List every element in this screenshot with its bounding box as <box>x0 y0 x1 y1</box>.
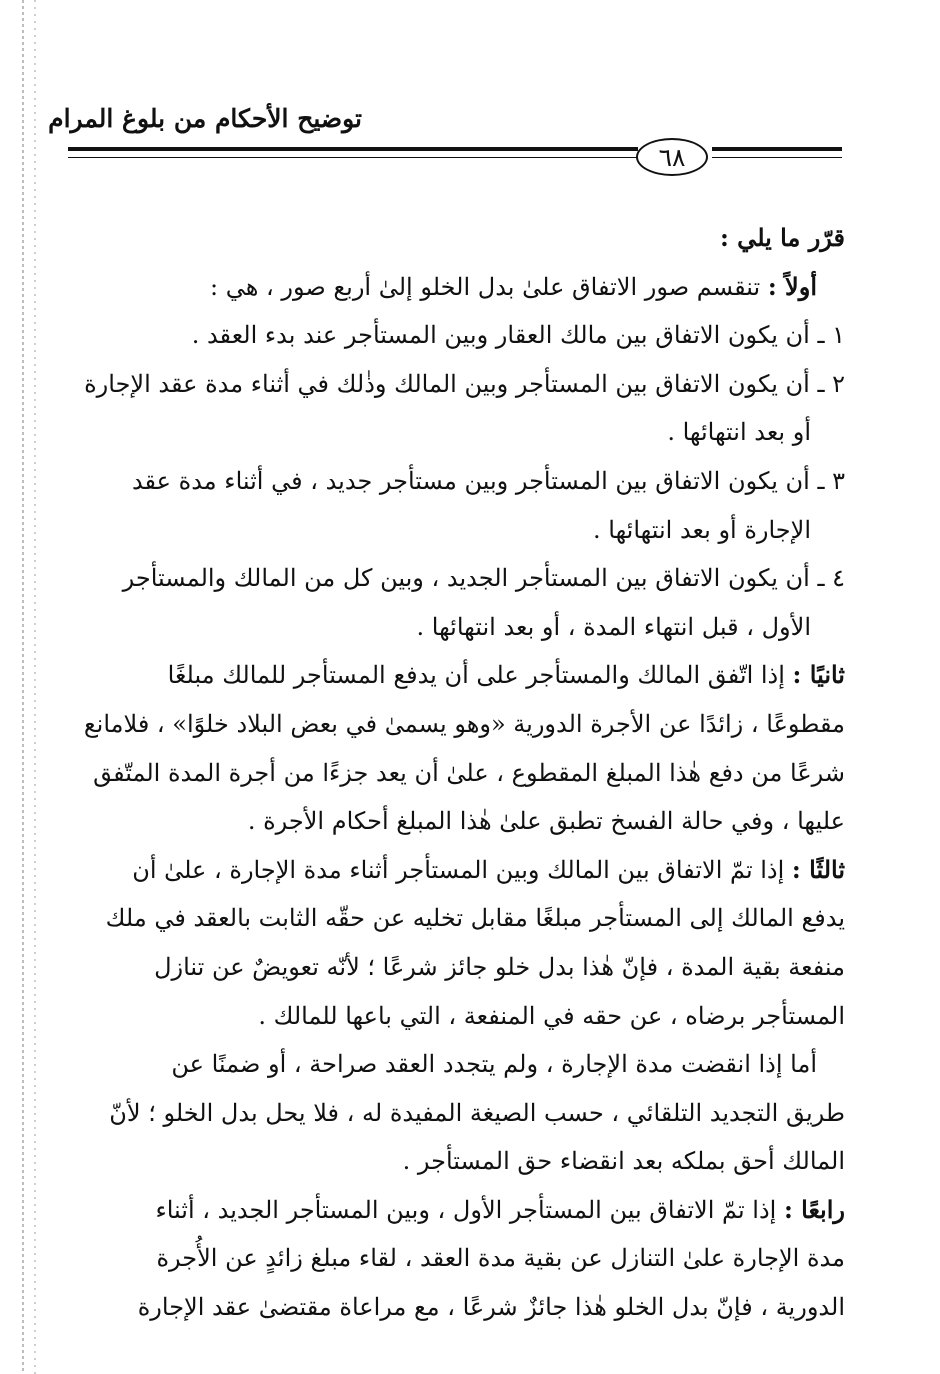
text-line-4: ٢ ـ أن يكون الاتفاق بين المستأجر وبين المالك وذٰلك في أثناء مدة عقد الإجارة <box>84 369 845 398</box>
text-line-1 <box>65 214 845 263</box>
page-number: ٦٨ <box>636 138 708 176</box>
text-line-22: مدة الإجارة علىٰ التنازل عن بقية مدة العقد ، لقاء مبلغ زائدٍ عن الأُجرة <box>156 1244 845 1273</box>
text-line-5: أو بعد انتهائها . <box>667 418 811 447</box>
section-lead-third: ثالثًا : <box>791 854 845 884</box>
text-line-10: ثانيًا : إذا اتّفق المالك والمستأجر على أن يدفع المستأجر للمالك مبلغًا <box>167 660 845 690</box>
text-line-21: رابعًا : إذا تمّ الاتفاق بين المستأجر الأول ، وبين المستأجر الجديد ، أثناء <box>155 1194 845 1224</box>
section-lead-first: أولاً : <box>767 271 817 301</box>
text-line-13: عليها ، وفي حالة الفسخ تطبق علىٰ هٰذا المبلغ أحكام الأجرة . <box>247 807 845 836</box>
header-rule-right-thin <box>712 157 842 158</box>
binding-margin-line <box>22 0 24 1374</box>
text-line-16: منفعة بقية المدة ، فإنّ هٰذا بدل خلو جائز شرعًا ؛ لأنّه تعويضٌ عن تنازل <box>154 952 845 981</box>
text-line-3: ١ ـ أن يكون الاتفاق بين مالك العقار وبين المستأجر عند بدء العقد . <box>191 321 845 350</box>
heading-decision: قرّر ما يلي : <box>719 223 845 252</box>
text-line-19: طريق التجديد التلقائي ، حسب الصيغة المفيدة له ، فلا يحل بدل الخلو ؛ لأنّ <box>109 1098 845 1127</box>
text-line-8: ٤ ـ أن يكون الاتفاق بين المستأجر الجديد ، وبين كل من المالك والمستأجر <box>122 564 845 593</box>
running-title: توضيح الأحكام من بلوغ المرام <box>48 104 362 133</box>
text-line-11: مقطوعًا ، زائدًا عن الأجرة الدورية «وهو يسمىٰ في بعض البلاد خلوًا» ، فلامانع <box>83 709 845 738</box>
page-body-text <box>65 214 845 1332</box>
text-line-17: المستأجر برضاه ، عن حقه في المنفعة ، التي باعها للمالك . <box>258 1001 845 1030</box>
text-line-6: ٣ ـ أن يكون الاتفاق بين المستأجر وبين مستأجر جديد ، في أثناء مدة عقد <box>131 466 845 495</box>
header-rule-left-thin <box>68 157 638 158</box>
text-line-18: أما إذا انقضت مدة الإجارة ، ولم يتجدد العقد صراحة ، أو ضمنًا عن <box>171 1050 817 1079</box>
text-line-7: الإجارة أو بعد انتهائها . <box>593 515 811 544</box>
section-lead-second: ثانيًا : <box>792 660 845 690</box>
text-line-9: الأول ، قبل انتهاء المدة ، أو بعد انتهائها . <box>416 612 811 641</box>
text-line-23: الدورية ، فإنّ بدل الخلو هٰذا جائزٌ شرعًا ، مع مراعاة مقتضىٰ عقد الإجارة <box>137 1293 845 1322</box>
header-rule-left-thick <box>68 147 638 151</box>
text-line-12: شرعًا من دفع هٰذا المبلغ المقطوع ، علىٰ أن يعد جزءًا من أجرة المدة المتّفق <box>93 758 845 787</box>
text-line-20: المالك أحق بملكه بعد انقضاء حق المستأجر . <box>402 1147 845 1176</box>
binding-margin-line-inner <box>34 0 36 1374</box>
section-lead-fourth: رابعًا : <box>783 1194 845 1224</box>
text-line-14: ثالثًا : إذا تمّ الاتفاق بين المالك وبين المستأجر أثناء مدة الإجارة ، علىٰ أن <box>132 854 845 884</box>
header-rule-right-thick <box>712 147 842 151</box>
text-line-15: يدفع المالك إلى المستأجر مبلغًا مقابل تخليه عن حقّه الثابت بالعقد في ملك <box>105 904 845 933</box>
text-line-2: أولاً : تنقسم صور الاتفاق علىٰ بدل الخلو إلىٰ أربع صور ، هي : <box>210 271 817 301</box>
